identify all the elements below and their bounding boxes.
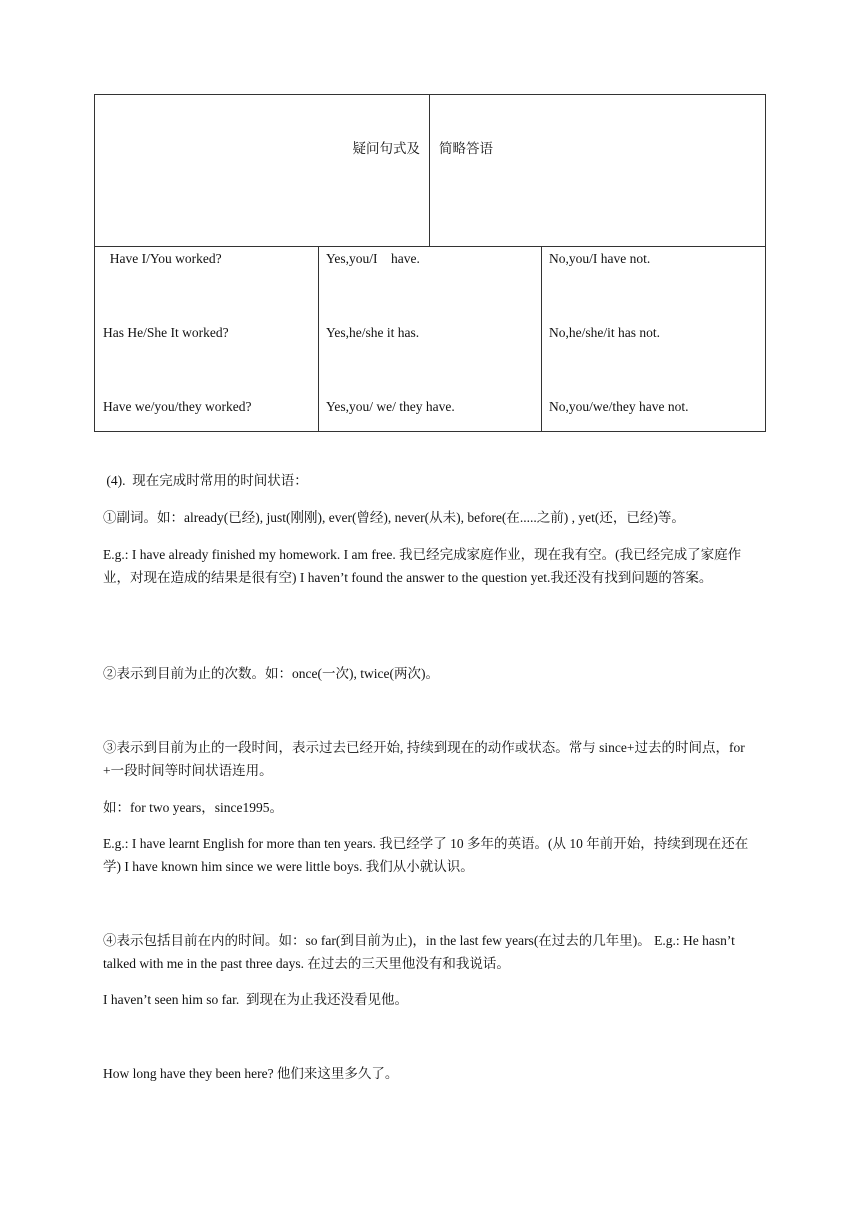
item-times: ②表示到目前为止的次数。如：once(一次), twice(两次)。 — [103, 666, 439, 681]
no-answer-cell: No,you/we/they have not. — [549, 399, 689, 414]
table-header-right — [430, 95, 765, 246]
question-cell: Have we/you/they worked? — [103, 399, 252, 414]
yes-answer-cell: Yes,you/I have. — [326, 251, 420, 266]
question-cell: Has He/She It worked? — [103, 325, 229, 340]
table-header-left — [95, 95, 430, 246]
item-duration-sample: 如：for two years，since1995。 — [103, 800, 283, 815]
item-including-now-example: How long have they been here? 他们来这里多久了。 — [103, 1066, 399, 1081]
item-adverbs-example: E.g.: I have already finished my homework. I am free. 我已经完成家庭作业，现在我有空。(我已经完成了家庭作业，对现在造成的结果是很有空) I haven’t found the answer to the question yet.我还没有找到问题的答案。 — [103, 547, 742, 585]
header-label-short-answer: 简略答语 — [439, 141, 493, 156]
table-column-no — [542, 247, 765, 431]
table-column-question — [95, 247, 319, 431]
no-answer-cell: No,you/I have not. — [549, 251, 651, 266]
table-column-yes — [319, 247, 542, 431]
item-duration: ③表示到目前为止的一段时间，表示过去已经开始, 持续到现在的动作或状态。常与 since+过去的时间点，for +一段时间等时间状语连用。 — [103, 740, 745, 778]
question-answer-table — [94, 94, 766, 432]
item-including-now-example: I haven’t seen him so far. 到现在为止我还没看见他。 — [103, 992, 408, 1007]
item-including-now: ④表示包括目前在内的时间。如：so far(到目前为止)，in the last few years(在过去的几年里)。 E.g.: He hasn’t talked with me in the past three days. 在过去的三天里他没有和我说话。 — [103, 933, 735, 971]
header-label-question-form: 疑问句式及 — [352, 141, 420, 156]
no-answer-cell: No,he/she/it has not. — [549, 325, 660, 340]
section-title: (4). 现在完成时常用的时间状语： — [103, 473, 308, 488]
yes-answer-cell: Yes,you/ we/ they have. — [326, 399, 455, 414]
item-adverbs: ①副词。如：already(已经), just(刚刚), ever(曾经), never(从未), before(在.....之前) , yet(还，已经)等。 — [103, 510, 685, 525]
yes-answer-cell: Yes,he/she it has. — [326, 325, 420, 340]
question-cell: Have I/You worked? — [103, 251, 222, 266]
item-duration-example: E.g.: I have learnt English for more than ten years. 我已经学了 10 多年的英语。(从 10 年前开始，持续到现在还在学) I have known him since we were little boys. 我们从小就认识。 — [103, 836, 749, 874]
